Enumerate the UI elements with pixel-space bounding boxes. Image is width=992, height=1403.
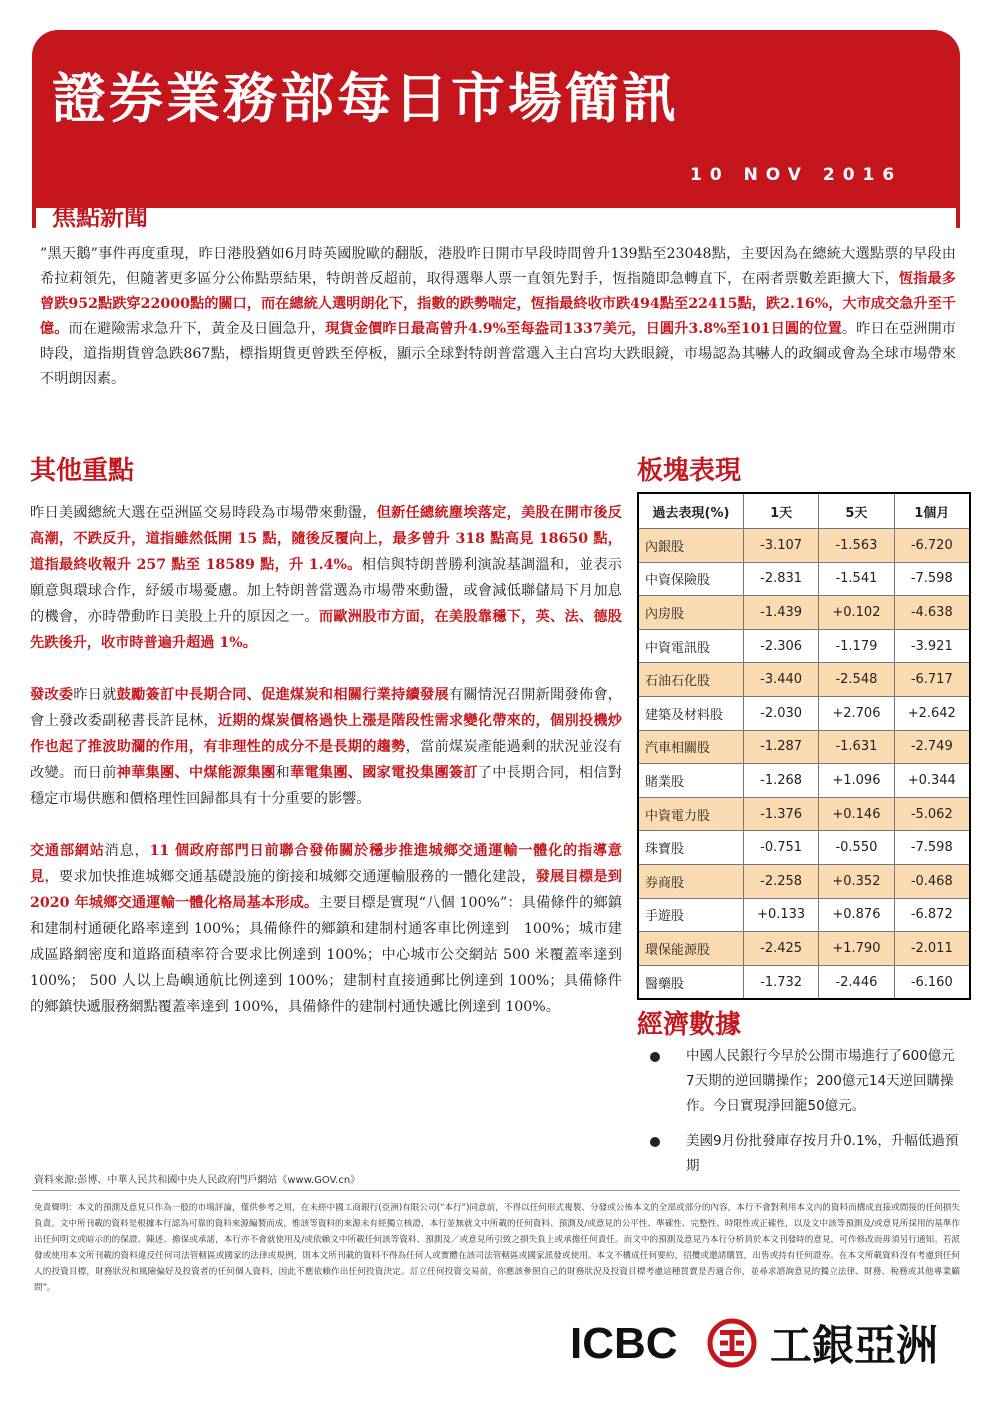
cell-5d: -2.446	[819, 965, 894, 999]
highlight-span: 中煤能源集團	[188, 765, 276, 781]
table-row	[638, 932, 970, 966]
cell-1m: +2.642	[894, 696, 970, 730]
table-row	[638, 898, 970, 932]
cell-1d: -2.258	[744, 864, 819, 898]
other-paragraph-2	[30, 682, 622, 812]
list-item	[650, 1129, 960, 1179]
sector-name: 石油石化股	[638, 663, 744, 697]
focus-text-span: 。昨日在亞洲開市時段，道指期貨曾急跌867點，標指期貨更曾跌至停板，顯示全球對特朗普當選入主白宮均大跌眼鏡，市場認為其嚇人的政綱或會為全球市場帶來不明朗因素。	[40, 321, 956, 387]
cell-1m: -4.638	[894, 596, 970, 630]
highlight-span: 、	[347, 765, 363, 781]
sector-name: 建築及材料股	[638, 696, 744, 730]
cell-1m: -7.598	[894, 562, 970, 596]
bullet-icon	[650, 1052, 660, 1062]
other-paragraph-1	[30, 500, 622, 656]
cell-5d: +0.352	[819, 864, 894, 898]
sector-name: 汽車相關股	[638, 730, 744, 764]
cell-5d: +1.096	[819, 764, 894, 798]
icbc-emblem-icon	[710, 1321, 754, 1365]
cell-1d: -2.030	[744, 696, 819, 730]
focus-highlight: 現貨金價昨日最高曾升4.9%至每盎司1337美元，日圓升3.8%至101日圓的位置	[325, 321, 842, 337]
column-header: 1個月	[894, 493, 970, 529]
text-span: 昨日就	[73, 687, 117, 703]
cell-5d: -1.631	[819, 730, 894, 764]
focus-highlight: 恆指最多曾跌952點跌穿22000點的關口，而在總統人選明朗化下，指數的跌勢喘定，恆指最終收市跌494點至22415點，跌2.16%，大市成交急升至千億。	[40, 271, 956, 337]
cell-5d: +0.146	[819, 797, 894, 831]
cell-1m: -6.720	[894, 529, 970, 563]
cell-1d: -1.268	[744, 764, 819, 798]
sector-name: 中資電訊股	[638, 629, 744, 663]
cell-1d: -2.306	[744, 629, 819, 663]
cell-1m: -7.598	[894, 831, 970, 865]
sector-name: 醫藥股	[638, 965, 744, 999]
cell-5d: +1.790	[819, 932, 894, 966]
text-span: 消息，	[104, 843, 150, 859]
cell-5d: +2.706	[819, 696, 894, 730]
cell-5d: -1.563	[819, 529, 894, 563]
report-date: 10 NOV 2016	[690, 165, 903, 185]
cell-5d: -0.550	[819, 831, 894, 865]
highlight-span: 而歐洲股市方面，在美股靠穩下，英、法、德股先跌後升，收市時普遍升超過 1%。	[30, 609, 622, 651]
text-span: 有關情況召開新聞發佈會，會上發改委副秘書長許昆林，	[30, 687, 622, 729]
cell-1m: -5.062	[894, 797, 970, 831]
cell-1d: -1.376	[744, 797, 819, 831]
text-span: ，要求加快推進城鄉交通基礎設施的銜接和城鄉交通運輸服務的一體化建設，	[44, 869, 536, 885]
econ-item-text: 中國人民銀行今早於公開市場進行了600億元7天期的逆回購操作；200億元14天逆回購操作。今日實現淨回籠50億元。	[686, 1048, 955, 1114]
economic-data-title: 經濟數據	[637, 1010, 742, 1040]
sector-name: 中資保險股	[638, 562, 744, 596]
highlight-span: 11 個政府部門日前聯合發佈關於穩步推進城鄉交通運輸一體化的指導意見	[30, 843, 622, 885]
cell-1m: -2.011	[894, 932, 970, 966]
icbc-logo	[570, 1318, 960, 1368]
cell-5d: -2.548	[819, 663, 894, 697]
list-item	[650, 1044, 960, 1119]
text-span: 相信與特朗普勝利演說基調溫和，並表示願意與環球合作，紓緩市場憂慮。加上特朗普當選為市場帶來動盪，或會減低聯儲局下月加息的機會，亦時帶動昨日美股上升的原因之一。	[30, 557, 622, 625]
bullet-icon	[650, 1137, 660, 1147]
table-row	[638, 529, 970, 563]
cell-5d: -1.541	[819, 562, 894, 596]
econ-item-text: 美國9月份批發庫存按月升0.1%，升幅低過預期	[686, 1133, 959, 1174]
cell-1m: +0.344	[894, 764, 970, 798]
highlight-span: 交通部網站	[30, 843, 105, 859]
sector-name: 券商股	[638, 864, 744, 898]
focus-text-span: 而在避險需求急升下，黃金及日圓急升，	[68, 321, 326, 337]
table-row	[638, 629, 970, 663]
cell-1m: -6.160	[894, 965, 970, 999]
cell-1d: +0.133	[744, 898, 819, 932]
sector-name: 內銀股	[638, 529, 744, 563]
cell-1m: -2.749	[894, 730, 970, 764]
table-row	[638, 696, 970, 730]
cell-1d: -1.732	[744, 965, 819, 999]
cell-1d: -2.831	[744, 562, 819, 596]
cell-1d: -1.287	[744, 730, 819, 764]
table-body	[638, 529, 970, 1000]
text-span: 和	[275, 765, 290, 781]
column-header: 過去表現(%)	[638, 493, 744, 529]
banner-frame-right	[956, 200, 960, 228]
highlight-span: 近期的煤炭價格過快上漲是階段性需求變化帶來的，個別投機炒作也起了推波助瀾的作用，有非理性的成分不是長期的趨勢	[30, 713, 622, 755]
table-row	[638, 730, 970, 764]
cell-1m: -3.921	[894, 629, 970, 663]
table-row	[638, 596, 970, 630]
cell-5d: +0.876	[819, 898, 894, 932]
table-row	[638, 831, 970, 865]
cell-5d: -1.179	[819, 629, 894, 663]
logo-text-cn: 工銀亞洲	[770, 1321, 939, 1368]
cell-1d: -3.440	[744, 663, 819, 697]
highlight-span: 鼓勵簽訂中長期合同、促進煤炭和相關行業持續發展	[116, 687, 449, 703]
focus-news-title: 焦點新聞	[52, 203, 148, 231]
divider	[32, 1190, 960, 1191]
column-header: 1天	[744, 493, 819, 529]
column-header: 5天	[819, 493, 894, 529]
highlight-span: 國家電投集團簽訂	[362, 765, 478, 781]
other-paragraph-3	[30, 838, 622, 1020]
table-row	[638, 562, 970, 596]
cell-5d: +0.102	[819, 596, 894, 630]
cell-1d: -3.107	[744, 529, 819, 563]
highlight-span: 、	[174, 765, 189, 781]
cell-1d: -2.425	[744, 932, 819, 966]
sector-name: 內房股	[638, 596, 744, 630]
highlight-span: 但新任總統塵埃落定，美股在開市後反高潮，不跌反升，道指雖然低開 15 點，隨後反覆向上，最多曾升 318 點高見 18650 點，道指最終收報升 257 點至 18589 點，升 1.4%。	[30, 505, 622, 573]
table-row	[638, 764, 970, 798]
logo-text-en: ICBC	[570, 1319, 678, 1368]
cell-1m: -6.872	[894, 898, 970, 932]
highlight-span: 發改委	[30, 687, 74, 703]
cell-1m: -0.468	[894, 864, 970, 898]
economic-data-list	[650, 1044, 960, 1189]
banner-frame-left	[32, 200, 36, 228]
cell-1m: -6.717	[894, 663, 970, 697]
text-span: ，當前煤炭產能過剩的狀況並沒有改變。而日前	[30, 739, 622, 781]
sector-name: 手遊股	[638, 898, 744, 932]
cell-1d: -0.751	[744, 831, 819, 865]
highlight-span: 神華集團	[116, 765, 175, 781]
sector-name: 中資電力股	[638, 797, 744, 831]
disclaimer: 免責聲明：本文的預測及意見只作為一般的市場評論，僅供參考之用，在未經中國工商銀行(亞洲)有限公司(“本行”)同意前，不得以任何形式複製、分發或公佈本文的全部或部分的內容，本行不會對利用本文內的資料而構成直接或間接的任何損失負責。文中所刊載的資料是根據本行認為可靠的資料來源編製而成，惟該等資料的來源未有經獨立核證，本行並無就文中所載的任何資料、預測及/或意見的公平性、準確性、完整性、時限性或正確性，以及文中該等預測及/或意見所採用的基準作出任何明文或暗示的的保證、陳述、擔保或承諾，本行亦不會就使用及/或依賴文中所載任何該等資料、預測及／或意見所引致之損失負上或承擔任何責任。而文中的預測及意見乃本行分析員於本文刊發時的意見，可作修改而毋須另行通知。若派發或使用本文所刊載的資料違反任何司法管轄區或國家的法律或規例，則本文所刊載的資料不得為任何人或實體在該司法管轄區或國家派發或使用。本文不構成任何要約，招攬或邀請購買，出售或持有任何證券。在本文所載資料沒有考慮到任何人的投資目標，財務狀況和風險偏好及投資者的任何個人資料，因此不應依賴作出任何投資決定。訂立任何投資交易前，你應該參照自己的財務狀況及投資目標考慮這種買賣是否適合你，並尋求諮詢意見的獨立法律、財務、稅務或其他專業顧問”。	[34, 1203, 960, 1293]
sector-name: 賭業股	[638, 764, 744, 798]
highlight-span: 華電集團	[290, 765, 348, 781]
sector-name: 珠寶股	[638, 831, 744, 865]
text-span: 了中長期合同，相信對穩定市場供應和價格理性回歸都具有十分重要的影響。	[30, 765, 622, 807]
table-row	[638, 965, 970, 999]
cell-1d: -1.439	[744, 596, 819, 630]
highlight-span: 發展目標是到 2020 年城鄉交通運輸一體化格局基本形成。	[30, 869, 622, 911]
table-header-row	[638, 493, 970, 529]
sector-performance-table	[637, 492, 971, 1000]
text-span: 昨日美國總統大選在亞洲區交易時段為市場帶來動盪，	[30, 505, 377, 521]
other-highlights-text	[30, 500, 622, 1046]
text-span: 主要目標是實現“八個 100%”：具備條件的鄉鎮和建制村通硬化路率達到 100%；具備條件的鄉鎮和建制村通客車比例達到 100%；城市建成區路網密度和道路面積率符合要求比例達到 100%；中心城市公交網站 500 米覆蓋率達到 100%； 500 人以上島嶼通航比例達到 100%；建制村直接通郵比例達到 100%；具備條件的鄉鎮快遞服務網點覆蓋率達到 100%，具備條件的建制村通快遞比例達到 100%。	[30, 895, 622, 1015]
other-highlights-title: 其他重點	[30, 456, 135, 486]
sector-name: 環保能源股	[638, 932, 744, 966]
table-row	[638, 864, 970, 898]
focus-news-text	[40, 242, 956, 392]
focus-text-span: ”黑天鵝”事件再度重現，昨日港股猶如6月時英國脫歐的翻版，港股昨日開市早段時間曾升139點至23048點，主要因為在總統大選點票的早段由希拉莉領先，但隨著更多區分公佈點票結果，特朗普反超前，取得選舉人票一直領先對手，恆指隨即急轉直下，在兩者票數差距擴大下，	[40, 246, 956, 287]
sector-performance-title: 板塊表現	[637, 456, 742, 486]
table-row	[638, 663, 970, 697]
data-source: 資料來源:彭博、中華人民共和國中央人民政府門戶網站《www.GOV.cn》	[34, 1175, 361, 1186]
table-row	[638, 797, 970, 831]
page-title: 證券業務部每日市場簡訊	[52, 67, 679, 130]
